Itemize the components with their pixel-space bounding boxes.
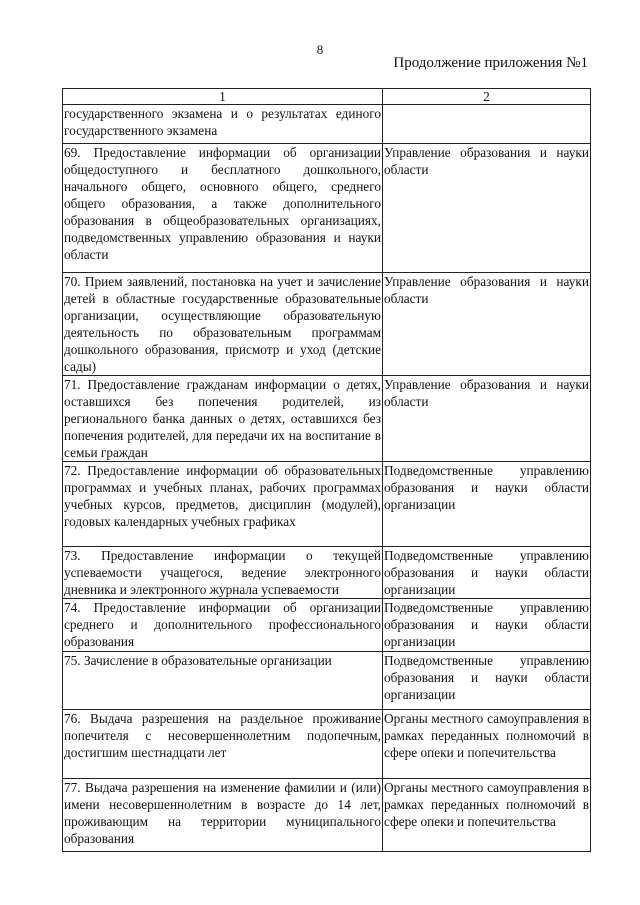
service-cell [63, 376, 383, 462]
service-text: 75. Зачисление в образовательные организации [64, 653, 332, 668]
service-cell [63, 462, 383, 547]
service-text: 73. Предоставление информации о текущей успеваемости учащегося, ведение электронного дневника и электронного журнала успеваемости [64, 548, 381, 597]
service-text: 77. Выдача разрешения на изменение фамилии и (или) имени несовершеннолетним в возрасте до 14 лет, проживающим на территории муниципального образования [64, 780, 381, 846]
page-number: 8 [316, 42, 324, 57]
service-cell [63, 273, 383, 376]
responsible-text: Подведомственные управлению образования и науки области организации [384, 600, 589, 649]
table-row [63, 462, 591, 547]
service-text: 76. Выдача разрешения на раздельное проживание попечителя с несовершеннолетним подопечным, достигшим шестнадцати лет [64, 711, 381, 760]
table-row [63, 144, 591, 273]
responsible-cell [383, 273, 591, 376]
table-row [63, 710, 591, 779]
responsible-text: Управление образования и науки области [384, 274, 589, 306]
service-cell [63, 144, 383, 273]
service-cell [63, 105, 383, 144]
responsible-cell [383, 376, 591, 462]
responsible-text: Управление образования и науки области [384, 145, 589, 177]
table-row [63, 105, 591, 144]
service-cell [63, 652, 383, 710]
service-cell [63, 547, 383, 599]
services-table [62, 88, 591, 852]
service-text: 71. Предоставление гражданам информации о детях, оставшихся без попечения родителей, из регионального банка данных о детях, оставшихся без попечения родителей, для передачи их на воспитание в семьи граждан [64, 377, 381, 460]
responsible-cell [383, 462, 591, 547]
service-cell [63, 599, 383, 652]
table-header-row [63, 89, 591, 105]
table-row [63, 547, 591, 599]
table-row [63, 652, 591, 710]
responsible-text: Органы местного самоуправления в рамках переданных полномочий в сфере опеки и попечительства [384, 711, 589, 760]
responsible-cell [383, 144, 591, 273]
service-text: государственного экзамена и о результатах единого государственного экзамена [64, 106, 381, 138]
responsible-text: Органы местного самоуправления в рамках переданных полномочий в сфере опеки и попечительства [384, 780, 589, 829]
service-text: 70. Прием заявлений, постановка на учет и зачисление детей в областные государственные образовательные организации, осуществляющие образовательную деятельность по образовательным программам дошкольного образования, присмотр и уход (детские сады) [64, 274, 381, 374]
responsible-cell [383, 710, 591, 779]
column-header-1: 1 [63, 89, 383, 105]
column-header-2: 2 [383, 89, 591, 105]
table-row [63, 273, 591, 376]
responsible-cell [383, 105, 591, 144]
responsible-text: Подведомственные управлению образования и науки области организации [384, 463, 589, 512]
responsible-text: Подведомственные управлению образования и науки области организации [384, 548, 589, 597]
continuation-title: Продолжение приложения №1 [393, 55, 588, 71]
service-cell [63, 779, 383, 852]
service-text: 69. Предоставление информации об организации общедоступного и бесплатного дошкольного, начального общего, основного общего, среднего общего образования, а также дополнительного образования в общеобразовательных организациях, подведомственных управлению образования и науки области [64, 145, 381, 262]
responsible-cell [383, 599, 591, 652]
responsible-text: Подведомственные управлению образования и науки области организации [384, 653, 589, 702]
table-row [63, 599, 591, 652]
table-row [63, 779, 591, 852]
service-text: 74. Предоставление информации об организации среднего и дополнительного профессионального образования [64, 600, 381, 649]
service-cell [63, 710, 383, 779]
responsible-cell [383, 547, 591, 599]
responsible-text: Управление образования и науки области [384, 377, 589, 409]
service-text: 72. Предоставление информации об образовательных программах и учебных планах, рабочих программах учебных курсов, предметов, дисциплин (модулей), годовых календарных учебных графиках [64, 463, 381, 529]
table-row [63, 376, 591, 462]
responsible-cell [383, 652, 591, 710]
responsible-cell [383, 779, 591, 852]
